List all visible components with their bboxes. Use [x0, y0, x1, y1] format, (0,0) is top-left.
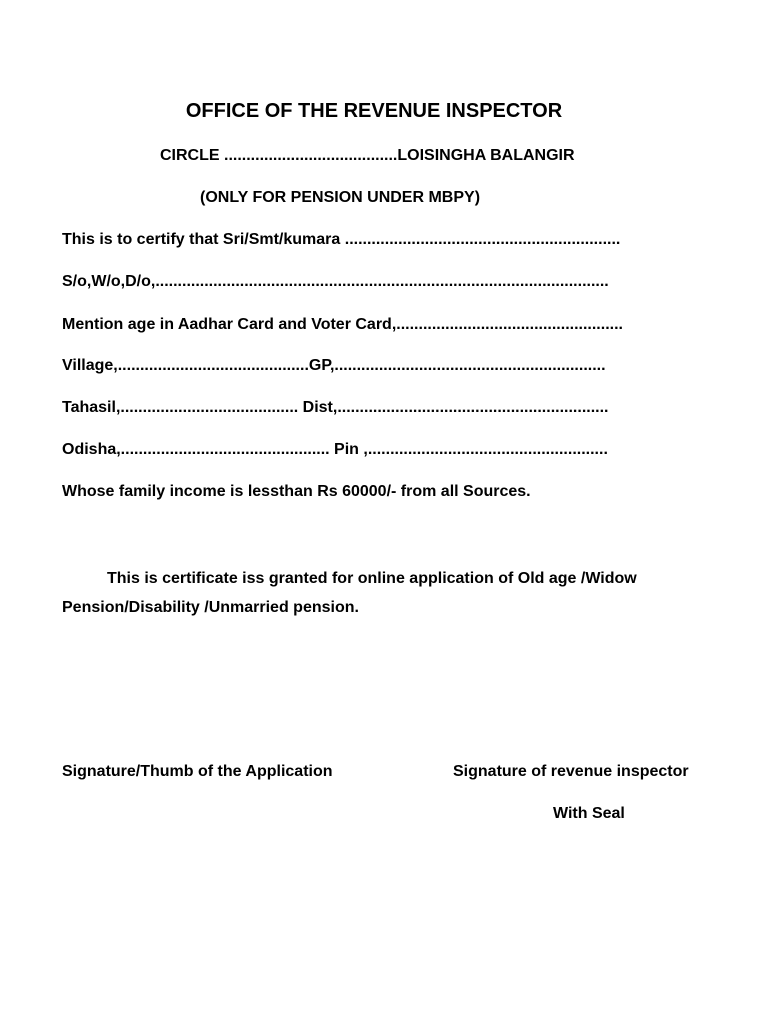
applicant-signature-label: Signature/Thumb of the Application	[62, 763, 333, 780]
document-title: OFFICE OF THE REVENUE INSPECTOR	[185, 100, 563, 122]
purpose-paragraph: This is certificate iss granted for online application of Old age /Widow Pension/Disability /Unmarried pension.	[62, 570, 637, 616]
circle-line: CIRCLE .......................................LOISINGHA BALANGIR	[160, 147, 575, 164]
field-income: Whose family income is lessthan Rs 60000/- from all Sources.	[62, 483, 531, 500]
scheme-line: (ONLY FOR PENSION UNDER MBPY)	[200, 189, 481, 206]
seal-label: With Seal	[553, 805, 625, 822]
field-state-pin: Odisha,............................................... Pin ,......................................................	[62, 441, 608, 458]
field-age: Mention age in Aadhar Card and Voter Card,...................................................	[62, 316, 623, 333]
inspector-signature-label: Signature of revenue inspector	[453, 763, 689, 780]
field-name: This is to certify that Sri/Smt/kumara ..............................................................	[62, 231, 621, 248]
field-tahasil-dist: Tahasil,........................................ Dist,.............................................................	[62, 399, 609, 416]
field-village-gp: Village,...........................................GP,.............................................................	[62, 357, 606, 374]
field-relation: S/o,W/o,D/o,......................................................................................................	[62, 273, 609, 290]
purpose-paragraph-block	[62, 564, 722, 622]
